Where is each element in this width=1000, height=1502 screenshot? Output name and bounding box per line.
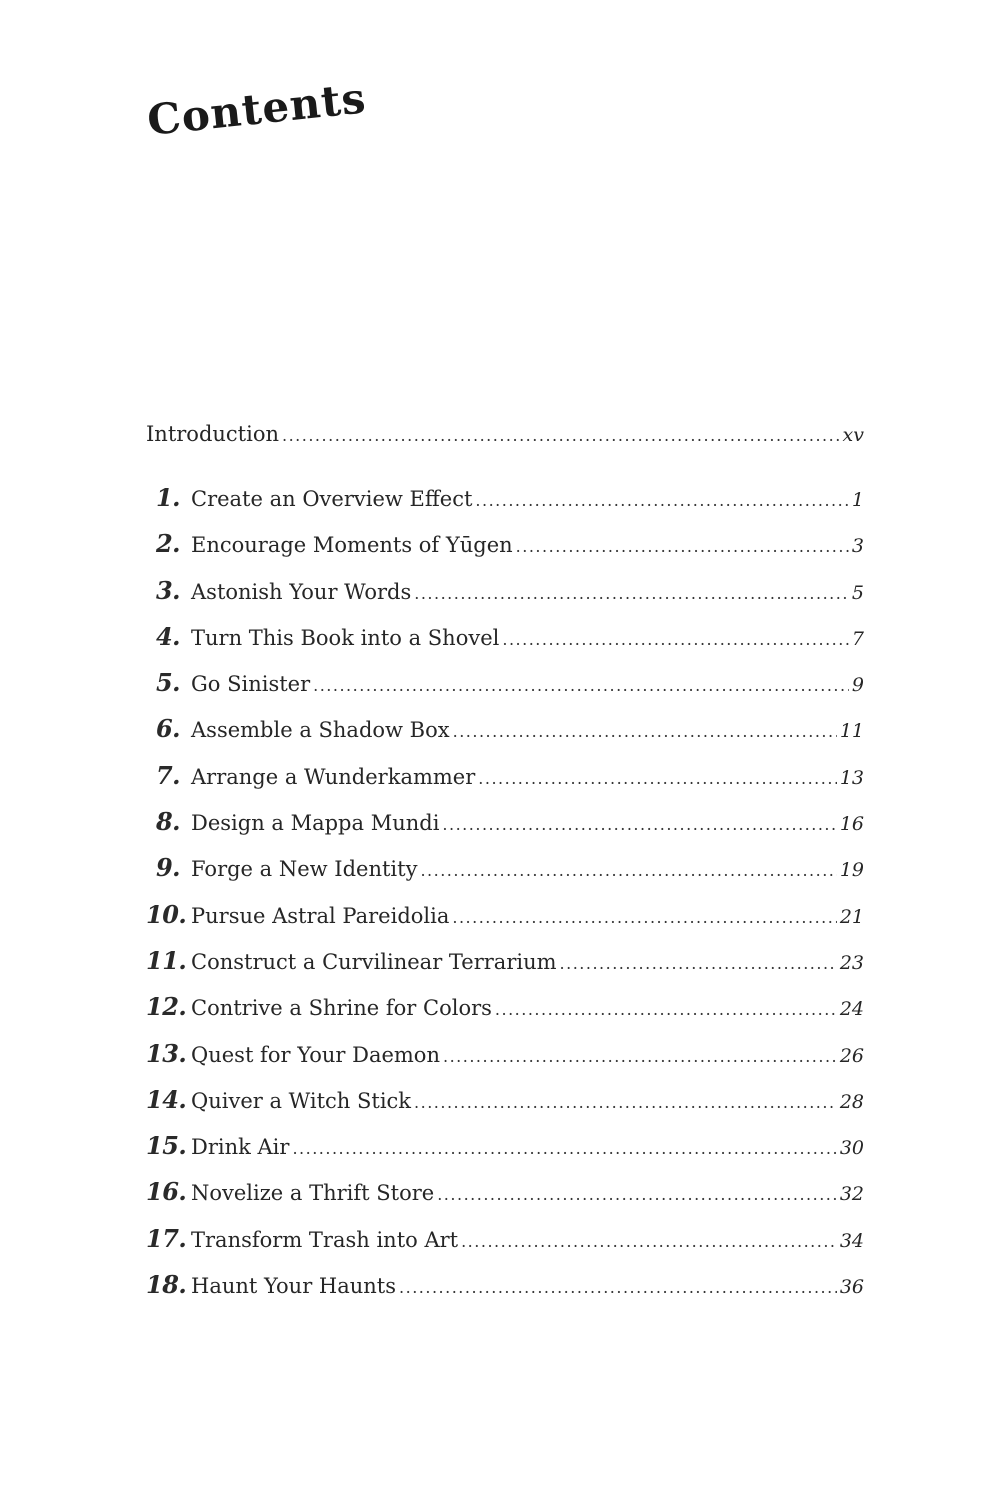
chapter-number: 8. [155, 807, 180, 837]
chapter-number: 2. [155, 529, 180, 559]
chapter-number: 18. [146, 1270, 187, 1300]
chapter-number: 9. [155, 853, 180, 883]
toc-entry-title: Go Sinister [191, 672, 311, 697]
chapter-line [191, 1131, 864, 1177]
toc-entry-title: Transform Trash into Art [191, 1227, 459, 1252]
dot-leader [461, 1232, 837, 1251]
toc-entry-chapter-6[interactable] [146, 714, 864, 760]
toc-entry-chapter-13[interactable] [146, 1039, 864, 1085]
chapter-line [191, 853, 864, 899]
toc-entry-page: xv [842, 424, 864, 446]
toc-entry-page: 13 [839, 766, 864, 789]
toc-entry-chapter-4[interactable] [146, 622, 864, 668]
toc-entry-title: Create an Overview Effect [191, 487, 473, 511]
chapter-line [191, 1039, 864, 1085]
chapter-number: 17. [146, 1223, 187, 1253]
dot-leader [442, 815, 836, 834]
toc-entry-chapter-2[interactable] [146, 529, 864, 575]
toc-entry-page: 1 [851, 489, 864, 511]
toc-entry-page: 7 [851, 627, 864, 650]
chapter-number: 7. [155, 760, 180, 790]
toc-entry-page: 34 [839, 1229, 864, 1252]
dot-leader [453, 722, 837, 741]
toc-entry-chapter-14[interactable] [146, 1085, 864, 1131]
toc-entry-chapter-12[interactable] [146, 992, 864, 1038]
toc-entry-title: Forge a New Identity [191, 857, 418, 882]
toc-entry-page: 16 [839, 813, 864, 836]
dot-leader [495, 1000, 837, 1019]
toc-entry-title: Encourage Moments of Yūgen [191, 533, 513, 558]
toc-entry-title: Haunt Your Haunts [191, 1274, 397, 1299]
toc-entry-title: Contrive a Shrine for Colors [191, 996, 492, 1021]
chapter-line [191, 714, 864, 760]
toc-entry-page: 30 [839, 1137, 864, 1160]
toc-entry-page: 11 [839, 720, 864, 743]
chapter-line [191, 1085, 864, 1131]
chapter-line [191, 622, 864, 668]
toc-entry-chapter-7[interactable] [146, 761, 864, 807]
dot-leader [560, 954, 837, 973]
toc-entry-page: 24 [839, 998, 864, 1021]
toc-entry-page: 32 [839, 1183, 864, 1206]
chapter-number: 6. [155, 714, 180, 744]
dot-leader [452, 908, 836, 927]
toc-entry-page: 36 [839, 1276, 864, 1299]
chapter-line [191, 807, 864, 853]
chapter-line [191, 1224, 864, 1270]
page-title: Contents [144, 73, 369, 145]
toc-entry-chapter-17[interactable] [146, 1224, 864, 1270]
chapter-number: 11. [146, 945, 187, 975]
dot-leader [443, 1047, 837, 1066]
toc-entry-title: Quest for Your Daemon [191, 1042, 440, 1067]
toc-entry-page: 21 [839, 905, 864, 928]
toc-entry-title: Introduction [146, 422, 279, 446]
dot-leader [414, 584, 849, 603]
toc-entry-introduction[interactable] [146, 422, 864, 460]
chapter-line [191, 529, 864, 575]
toc-entry-chapter-18[interactable] [146, 1270, 864, 1316]
chapter-number: 16. [146, 1177, 187, 1207]
chapter-list [146, 483, 864, 1316]
table-of-contents [146, 422, 864, 1316]
chapter-line [191, 1270, 864, 1316]
dot-leader [313, 676, 849, 695]
chapter-number: 15. [146, 1131, 187, 1161]
chapter-number: 4. [155, 621, 180, 651]
toc-entry-page: 19 [839, 859, 864, 882]
toc-entry-chapter-5[interactable] [146, 668, 864, 714]
toc-entry-chapter-16[interactable] [146, 1177, 864, 1223]
dot-leader [478, 769, 837, 788]
toc-entry-page: 23 [839, 951, 864, 974]
dot-leader [292, 1139, 836, 1158]
chapter-number: 12. [146, 992, 187, 1022]
toc-entry-chapter-9[interactable] [146, 853, 864, 899]
chapter-line [191, 992, 864, 1038]
toc-entry-title: Design a Mappa Mundi [191, 811, 440, 836]
toc-entry-chapter-10[interactable] [146, 900, 864, 946]
chapter-number: 10. [146, 899, 187, 929]
toc-entry-title: Turn This Book into a Shovel [191, 625, 500, 650]
toc-entry-title: Novelize a Thrift Store [191, 1181, 435, 1206]
toc-entry-chapter-11[interactable] [146, 946, 864, 992]
toc-entry-chapter-8[interactable] [146, 807, 864, 853]
chapter-line [191, 1177, 864, 1223]
chapter-number: 13. [146, 1038, 187, 1068]
dot-leader [475, 491, 849, 510]
toc-entry-page: 3 [851, 535, 864, 558]
chapter-line [191, 483, 864, 529]
dot-leader [437, 1185, 837, 1204]
toc-entry-title: Arrange a Wunderkammer [191, 764, 476, 789]
toc-entry-chapter-3[interactable] [146, 576, 864, 622]
toc-entry-title: Construct a Curvilinear Terrarium [191, 949, 557, 974]
toc-entry-title: Astonish Your Words [191, 579, 412, 604]
chapter-line [191, 576, 864, 622]
toc-entry-title: Quiver a Witch Stick [191, 1088, 412, 1113]
toc-entry-page: 28 [839, 1090, 864, 1113]
chapter-line [191, 761, 864, 807]
toc-entry-chapter-1[interactable] [146, 483, 864, 529]
chapter-line [191, 668, 864, 714]
toc-entry-title: Assemble a Shadow Box [191, 718, 450, 743]
toc-entry-page: 5 [851, 581, 864, 604]
toc-entry-page: 26 [839, 1044, 864, 1067]
chapter-line [191, 900, 864, 946]
chapter-number: 14. [146, 1084, 187, 1114]
chapter-number: 1. [155, 483, 180, 512]
chapter-number: 5. [155, 668, 180, 698]
dot-leader [420, 861, 836, 880]
chapter-number: 3. [155, 575, 180, 605]
dot-leader [502, 630, 849, 649]
dot-leader [282, 426, 840, 445]
chapter-line [191, 946, 864, 992]
dot-leader [399, 1278, 837, 1297]
toc-entry-title: Drink Air [191, 1135, 290, 1160]
toc-entry-title: Pursue Astral Pareidolia [191, 903, 450, 928]
toc-entry-page: 9 [851, 674, 864, 697]
dot-leader [414, 1093, 837, 1112]
toc-entry-chapter-15[interactable] [146, 1131, 864, 1177]
dot-leader [516, 537, 849, 556]
